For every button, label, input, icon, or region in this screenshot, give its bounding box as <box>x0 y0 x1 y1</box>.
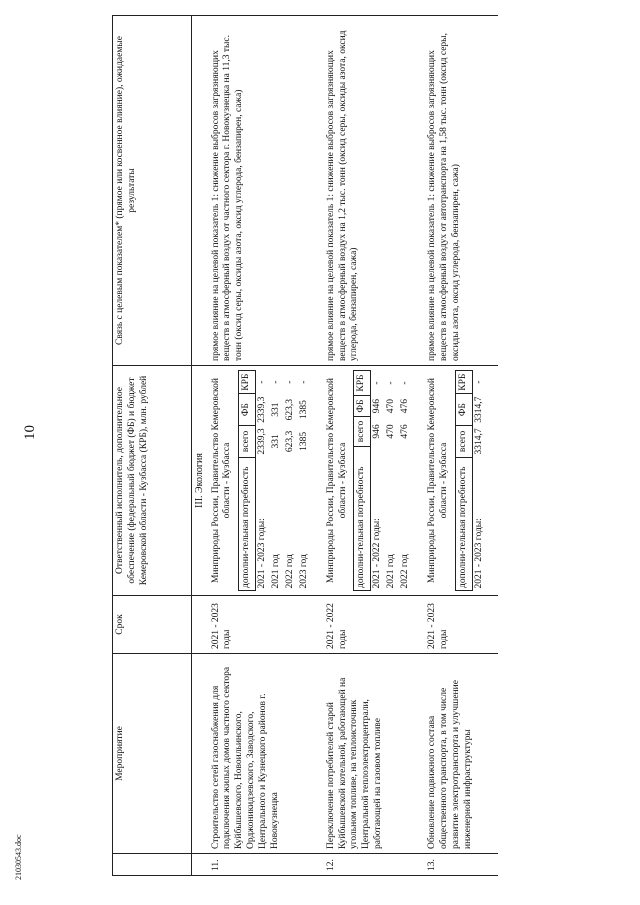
finance-total: 1385 <box>298 431 309 451</box>
finance-label: 2022 год <box>284 554 295 589</box>
finance-header-total: всего <box>455 426 472 458</box>
finance-header-need: дополни-тельная потребность <box>455 457 472 590</box>
finance-header-total: всего <box>354 416 371 446</box>
finance-header-need: дополни-тельная потребность <box>354 447 371 591</box>
row-executor <box>209 366 314 596</box>
finance-header-krb: КРБ <box>354 371 371 396</box>
row-spacer <box>488 16 498 876</box>
finance-header-need: дополни-тельная потребность <box>239 457 256 590</box>
finance-table <box>353 370 413 591</box>
finance-total: 623,3 <box>284 430 295 453</box>
row-number: 11. <box>209 854 314 876</box>
page-number: 10 <box>22 425 38 440</box>
finance-krb: - <box>298 380 309 384</box>
finance-krb: - <box>257 380 268 384</box>
row-term: 2021 - 2023 годы <box>425 596 489 654</box>
rotated-table-container <box>112 16 607 876</box>
finance-row <box>298 371 312 591</box>
finance-fb: 2339,3 <box>257 396 268 423</box>
finance-header-fb: ФБ <box>239 394 256 426</box>
finance-label: 2021 год <box>271 554 281 589</box>
row-link: прямое влияние на целевой показатель 1: снижение выбросов загрязняющих веществ в атмосферный воздух от частного сектора г. Новокузнецка на 11,3 тыс. тонн (оксид серы, оксиды азота, оксид углерода, бензапирен, сажа) <box>209 16 314 366</box>
finance-table <box>238 370 311 591</box>
row-number: 12. <box>324 854 415 876</box>
header-measure: Мероприятие <box>113 654 192 854</box>
finance-row <box>371 371 385 591</box>
finance-fb: 476 <box>400 398 410 414</box>
row-measure: Переключение потребителей старой Куйбышевской котельной, работающей на угольном топливе, на теплоисточник Центральной теплоэлектроцентрали, работающей на газовом топливе <box>324 654 415 854</box>
finance-header-fb: ФБ <box>354 396 371 417</box>
executor-name: Минприроды России, Правительство Кемеровской области - Кузбасса <box>426 377 449 584</box>
row-number: 13. <box>425 854 489 876</box>
section-row <box>192 16 209 876</box>
finance-label: 2021 год <box>386 554 397 589</box>
finance-header-krb: КРБ <box>239 371 256 394</box>
finance-fb: 623,3 <box>284 398 295 421</box>
table-header-row <box>113 16 192 876</box>
finance-label: 2023 год <box>298 554 309 589</box>
finance-row <box>399 371 413 591</box>
table-row <box>324 16 415 876</box>
finance-krb: - <box>386 381 397 385</box>
finance-fb: 470 <box>386 398 397 414</box>
row-link: прямое влияние на целевой показатель 1: снижение выбросов загрязняющих веществ в атмосферный воздух на 1,2 тыс. тонн (оксид серы, оксиды азота, оксид углерода, бензапирен, сажа) <box>324 16 415 366</box>
measures-table <box>112 15 498 876</box>
finance-row <box>256 371 270 591</box>
finance-header-fb: ФБ <box>455 394 472 426</box>
row-spacer <box>415 16 425 876</box>
header-executor: Ответственный исполнитель, дополнительное обеспечение (федеральный бюджет (ФБ) и бюджет Кемеровской области - Кузбасса (КРБ), млн. рублей <box>113 366 192 596</box>
finance-total: 946 <box>372 424 383 439</box>
finance-label: 2021 - 2022 годы: <box>372 518 383 589</box>
finance-krb: - <box>473 380 484 384</box>
finance-krb: - <box>284 380 295 384</box>
finance-total: 470 <box>386 424 397 439</box>
row-executor <box>324 366 415 596</box>
table-row <box>209 16 314 876</box>
finance-label: 2022 год <box>400 554 410 589</box>
section-title: III. Экология <box>192 366 209 596</box>
finance-fb: 3314,7 <box>473 396 484 423</box>
finance-table <box>455 370 487 591</box>
row-term: 2021 - 2022 годы <box>324 596 415 654</box>
finance-krb: - <box>372 381 383 385</box>
finance-row <box>472 371 486 591</box>
header-link: Связь с целевым показателем* (прямое или косвенное влияние), ожидаемые результаты <box>113 16 192 366</box>
finance-label: 2021 - 2023 годы: <box>257 518 268 589</box>
finance-fb: 1385 <box>298 400 309 420</box>
header-num <box>113 854 192 876</box>
row-link: прямое влияние на целевой показатель 1: снижение выбросов загрязняющих веществ в атмосферный воздух от автотранспорта на 1,58 тыс. тонн (оксид серы, оксиды азота, оксид углерода, бензапирен, сажа) <box>425 16 489 366</box>
finance-header-krb: КРБ <box>455 371 472 394</box>
finance-total: 331 <box>271 434 281 449</box>
row-spacer <box>314 16 324 876</box>
finance-row <box>284 371 298 591</box>
finance-fb: 946 <box>372 398 383 414</box>
finance-row <box>385 371 399 591</box>
row-measure: Обновление подвижного состава общественного транспорта, в том числе развитие электротранспорта и улучшение инженерной инфраструктуры <box>425 654 489 854</box>
row-executor <box>425 366 489 596</box>
finance-krb: - <box>400 381 410 385</box>
finance-fb: 331 <box>271 402 281 417</box>
header-term: Срок <box>113 596 192 654</box>
table-row <box>425 16 489 876</box>
row-term: 2021 - 2023 годы <box>209 596 314 654</box>
executor-name: Минприроды России, Правительство Кемеровской области - Кузбасса <box>210 377 233 584</box>
finance-total: 3314,7 <box>473 428 484 455</box>
finance-row <box>270 371 284 591</box>
finance-krb: - <box>271 380 281 384</box>
footer-code: 21030543.doc <box>14 834 23 880</box>
finance-label: 2021 - 2023 годы: <box>473 518 484 589</box>
finance-total: 476 <box>400 424 410 439</box>
finance-header-total: всего <box>239 426 256 458</box>
executor-name: Минприроды России, Правительство Кемеровской области - Кузбасса <box>325 377 348 584</box>
row-measure: Строительство сетей газоснабжения для подключения жилых домов частного сектора Куйбышевского, Новоильинского, Орджоникидзевского, Заводского, Центрального и Кузнецкого районов г. Новокузнецка <box>209 654 314 854</box>
finance-total: 2339,3 <box>257 428 268 455</box>
